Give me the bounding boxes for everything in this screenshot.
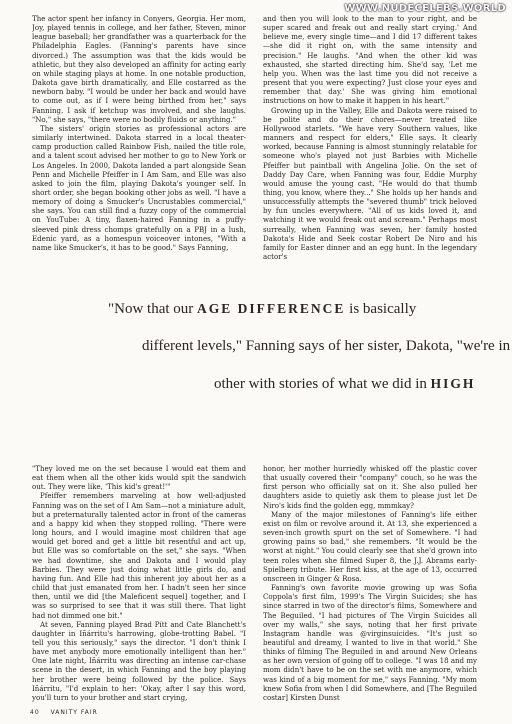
article-column-bottom-left — [32, 464, 246, 704]
pull-quote-line-3 — [108, 365, 512, 403]
pull-quote-line-2: different levels," Fanning says of her sister, Dakota, "we're in — [142, 338, 511, 354]
paragraph: "They loved me on the set because I would eat them and eat them when all the other kids would spit the sandwich out. They were like, 'This kid's great!'" — [32, 464, 246, 492]
pull-quote-text: "Now that our — [108, 301, 198, 317]
pull-quote-line-1 — [108, 290, 512, 328]
paragraph: At seven, Fanning played Brad Pitt and Cate Blanchett's daughter in Iñárritu's harrowing, globe-trotting Babel. "I tell you this seriously," says the director. "I don't think I have met anybody more emotionally intelligent than her." One late night, Iñárritu was directing an intense car-chase scene in the desert, in which Fanning and the boy playing her brother were being followed by the police. Says Iñárritu, "I'd explain to her: 'Okay, after I say this word, you'll turn to your brother and start crying, — [32, 619, 246, 702]
paragraph: Many of the major milestones of Fanning's life either exist on film or revolve around it. At 13, she experienced a seven-inch growth spurt on the set of Somewhere. "I had growing pains so bad," she remembers. "It would be the worst at night." You could clearly see that she'd grown into teen roles when she filmed Super 8, the J.J. Abrams early-Spielberg tribute. Her first kiss, at the age of 13, occurred onscreen in Ginger & Rosa. — [263, 509, 477, 583]
pull-quote-emphasis: HIGH — [430, 376, 476, 391]
paragraph: The actor spent her infancy in Conyers, Georgia. Her mom, Joy, played tennis in college, and her father, Steven, minor league baseball; her grandfather was a quarterback for the Philadelphia Eagles. (Fanning's parents have since divorced.) The assumption was that the kids would be athletic, but they also developed an affinity for acting early on while staging plays at home. In one notable production, Dakota gave birth dramatically, and Elle costarred as the newborn baby. "I would be under her back and would have to come out, as if I were being birthed from her," says Fanning. I ask if ketchup was involved, and she laughs. "No," she says, "there were no bodily fluids or anything." — [32, 14, 246, 124]
page-number: 40 — [30, 709, 40, 716]
watermark-text: WWW.NUDECELEBS.WORLD — [344, 3, 506, 14]
magazine-name: VANITY FAIR — [50, 709, 98, 716]
page-footer — [30, 709, 106, 716]
paragraph: honor, her mother hurriedly whisked off the plastic cover that usually covered their "company" couch, so he was the first person who officially sat on it. She also pulled her daughters aside to quietly ask them to please just let De Niro's kids find the golden egg, mmmkay? — [263, 464, 477, 510]
paragraph: Pfeiffer remembers marveling at how well-adjusted Fanning was on the set of I Am Sam—not a miniature adult, but a preternaturally talented actor in front of the cameras and a happy kid when they stopped rolling. "There were long hours, and I would imagine most children that age would get bored and get a little bit resentful and act up, but Elle was so comfortable on the set," she says. "When we had downtime, she and Dakota and I would play Barbies. They were just doing what little girls do, and having fun. And Elle had this inherent joy about her as a child that just emanated from her. I hadn't seen her since then, until we did [the Maleficent sequel] together, and I was so surprised to see that it was still there. That light had not dimmed one bit." — [32, 491, 246, 620]
article-column-top-right — [263, 14, 477, 266]
paragraph: The sisters' origin stories as professional actors are similarly intertwined. Dakota starred in a local theater-camp production called Rainbow Fish, nailed the title role, and a talent scout advised her mother to go to New York or Los Angeles. In 2000, Dakota landed a part alongside Sean Penn and Michelle Pfeiffer in I Am Sam, and Elle was also asked to join the film, playing Dakota's younger self. In short order, she began booking other jobs as well. "I have a memory of doing a Smucker's Uncrustables commercial," she says. You can still find a fuzzy copy of the commercial on YouTube: A tiny, flaxen-haired Fanning in a puffy-sleeved pink dress chomps gratefully on a PBJ in a lush, Edenic yard, as a homespun voiceover intones, "With a name like Smucker's, it has to be good." Says Fanning, — [32, 123, 246, 252]
article-column-bottom-right — [263, 464, 477, 704]
article-column-top-left — [32, 14, 246, 266]
pull-quote-emphasis: AGE DIFFERENCE — [197, 301, 346, 316]
paragraph: and then you will look to the man to your right, and be super scared and freak out and really start crying.' And believe me, every single time—and I did 17 different takes—she did it right on, with the same intensity and precision." He laughs. "And when the other kid was exhausted, she started directing him. She'd say, 'Let me help you. When was the last time you did not receive a present that you were expecting? Just close your eyes and remember that day.' She was giving him emotional instructions on how to make it happen in his heart." — [263, 14, 477, 106]
paragraph: Growing up in the Valley, Elle and Dakota were raised to be polite and do their chores—never treated like Hollywood starlets. "We have very Southern values, like manners and respect for elders," Elle says. It clearly worked, because Fanning is almost stunningly relatable for someone who's played not just Barbies with Michelle Pfeiffer but paintball with Angelina Jolie. On the set of Daddy Day Care, when Fanning was four, Eddie Murphy would amuse the young cast. "He would do that thumb thing, you know, where they..." She holds up her hands and unsuccessfully attempts the "severed thumb" trick beloved by fun uncles everywhere. "All of us kids loved it, and watching it we would freak out and scream." Perhaps most surreally, when Fanning was seven, her family hosted Dakota's Hide and Seek costar Robert De Niro and his family for Easter dinner and an egg hunt. In the legendary actor's — [263, 105, 477, 262]
pull-quote-text: other with stories of what we did in — [214, 376, 431, 392]
paragraph: Fanning's own favorite movie growing up was Sofia Coppola's first film, 1999's The Virgin Suicides; she has since starred in two of the director's films, Somewhere and The Beguiled. "I had pictures of The Virgin Suicides all over my walls," she says, noting that her first private Instagram handle was @virginsuicides. "It's just so beautiful and dreamy, I wanted to live in that world." She thinks of filming The Beguiled in and around New Orleans as her own version of going off to college. "I was 18 and my mom didn't have to be on the set with me anymore, which was kind of a big moment for me," says Fanning. "My mom knew Sofia from when I did Somewhere, and [The Beguiled costar] Kirsten Dunst — [263, 583, 477, 702]
pull-quote — [108, 290, 512, 403]
pull-quote-text: is basically — [345, 301, 417, 317]
